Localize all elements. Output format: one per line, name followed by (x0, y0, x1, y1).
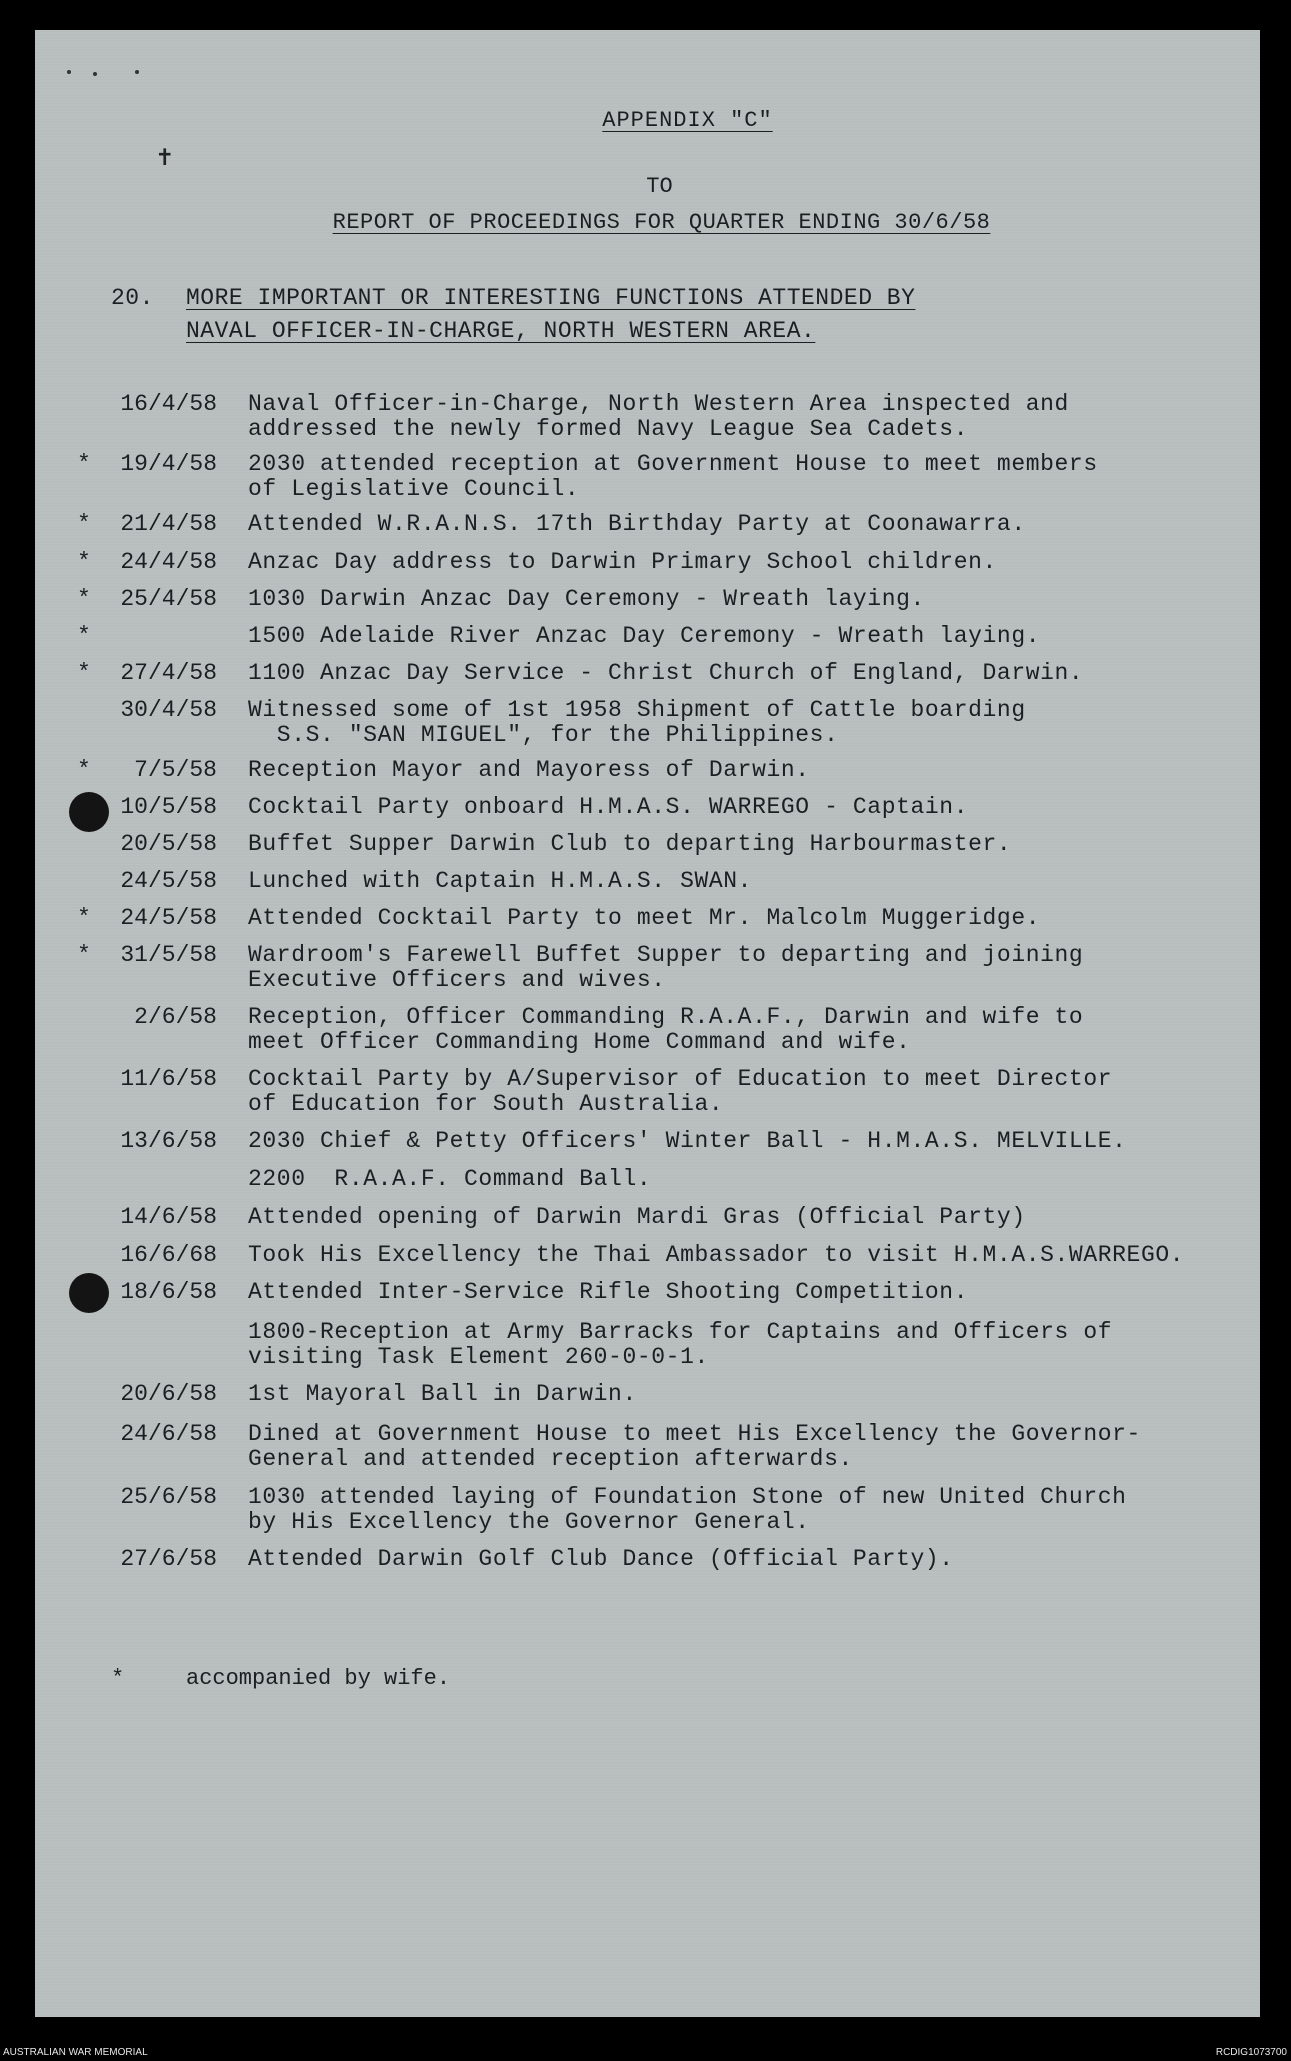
entry-text: Reception, Officer Commanding R.A.A.F., Darwin and wife to meet Officer Commanding Home Command and wife. (248, 1004, 1084, 1055)
entry-date: 30/4/58 (120, 697, 217, 723)
wife-marker: * (77, 451, 91, 477)
wife-marker: * (77, 586, 91, 612)
entry-date: 16/6/68 (120, 1242, 217, 1268)
entry-text: 1800-Reception at Army Barracks for Captains and Officers of visiting Task Element 260-0-0-1. (248, 1319, 1113, 1370)
entry-text: 2030 Chief & Petty Officers' Winter Ball - H.M.A.S. MELVILLE. (248, 1128, 1127, 1154)
section-heading-line2: NAVAL OFFICER-IN-CHARGE, NORTH WESTERN AREA. (186, 318, 816, 344)
wife-marker: * (77, 511, 91, 537)
entry-date: 2/6/58 (134, 1004, 217, 1030)
entry-text: Witnessed some of 1st 1958 Shipment of Cattle boarding S.S. "SAN MIGUEL", for the Philippines. (248, 697, 1026, 748)
entry-date: 19/4/58 (120, 451, 217, 477)
paper-speck (135, 70, 139, 74)
entry-date: 20/6/58 (120, 1381, 217, 1407)
entry-date: 24/5/58 (120, 905, 217, 931)
section-number: 20. (111, 285, 154, 311)
archive-caption-right: RCDIG1073700 (1215, 2047, 1287, 2058)
entry-date: 13/6/58 (120, 1128, 217, 1154)
entry-text: 1500 Adelaide River Anzac Day Ceremony - Wreath laying. (248, 623, 1041, 649)
entry-date: 27/4/58 (120, 660, 217, 686)
wife-marker: * (77, 757, 91, 783)
entry-date: 24/6/58 (120, 1421, 217, 1447)
appendix-title-text: APPENDIX "C" (602, 108, 773, 133)
entry-text: Attended Inter-Service Rifle Shooting Competition. (248, 1279, 969, 1305)
entry-text: 1100 Anzac Day Service - Christ Church of England, Darwin. (248, 660, 1084, 686)
entry-date: 7/5/58 (134, 757, 217, 783)
entry-date: 24/5/58 (120, 868, 217, 894)
wife-marker: * (77, 623, 91, 649)
entry-date: 24/4/58 (120, 549, 217, 575)
entry-date: 11/6/58 (120, 1066, 217, 1092)
punch-hole (69, 792, 109, 832)
report-title-text: REPORT OF PROCEEDINGS FOR QUARTER ENDING 30/6/58 (332, 210, 991, 235)
entry-text: Attended opening of Darwin Mardi Gras (Official Party) (248, 1204, 1026, 1230)
entry-text: Reception Mayor and Mayoress of Darwin. (248, 757, 810, 783)
entry-text: Buffet Supper Darwin Club to departing Harbourmaster. (248, 831, 1012, 857)
entry-text: 2200 R.A.A.F. Command Ball. (248, 1166, 652, 1192)
entry-date: 25/4/58 (120, 586, 217, 612)
entry-date: 27/6/58 (120, 1546, 217, 1572)
footnote-symbol: * (111, 1666, 125, 1691)
entry-date: 18/6/58 (120, 1279, 217, 1305)
report-title (49, 210, 1274, 235)
entry-text: Cocktail Party by A/Supervisor of Education to meet Director of Education for South Australia. (248, 1066, 1113, 1117)
handwritten-mark: ✝ (157, 143, 173, 173)
entry-text: 1st Mayoral Ball in Darwin. (248, 1381, 637, 1407)
footnote-text: accompanied by wife. (186, 1666, 451, 1691)
document-page (35, 30, 1260, 2017)
paper-speck (93, 72, 97, 76)
entry-date: 31/5/58 (120, 942, 217, 968)
entry-text: 1030 Darwin Anzac Day Ceremony - Wreath laying. (248, 586, 925, 612)
entry-date: 25/6/58 (120, 1484, 217, 1510)
archive-caption-left: AUSTRALIAN WAR MEMORIAL (3, 2047, 148, 2058)
punch-hole (69, 1273, 109, 1313)
wife-marker: * (77, 942, 91, 968)
entry-text: Took His Excellency the Thai Ambassador to visit H.M.A.S.WARREGO. (248, 1242, 1185, 1268)
entry-text: Cocktail Party onboard H.M.A.S. WARREGO - Captain. (248, 794, 969, 820)
entry-date: 16/4/58 (120, 391, 217, 417)
entry-text: Attended Cocktail Party to meet Mr. Malcolm Muggeridge. (248, 905, 1041, 931)
entry-text: 1030 attended laying of Foundation Stone of new United Church by His Excellency the Governor General. (248, 1484, 1127, 1535)
wife-marker: * (77, 549, 91, 575)
entry-text: Naval Officer-in-Charge, North Western Area inspected and addressed the newly formed Navy League Sea Cadets. (248, 391, 1069, 442)
entry-text: Attended Darwin Golf Club Dance (Official Party). (248, 1546, 954, 1572)
section-heading-line1: MORE IMPORTANT OR INTERESTING FUNCTIONS ATTENDED BY (186, 285, 916, 311)
entry-text: Wardroom's Farewell Buffet Supper to departing and joining Executive Officers and wives. (248, 942, 1084, 993)
appendix-title (75, 108, 1291, 133)
entry-text: Attended W.R.A.N.S. 17th Birthday Party at Coonawarra. (248, 511, 1026, 537)
entry-date: 20/5/58 (120, 831, 217, 857)
entry-date: 10/5/58 (120, 794, 217, 820)
entry-text: 2030 attended reception at Government House to meet members of Legislative Council. (248, 451, 1098, 502)
entry-date: 21/4/58 (120, 511, 217, 537)
to-line: TO (646, 174, 673, 199)
entry-date: 14/6/58 (120, 1204, 217, 1230)
paper-speck (67, 70, 71, 74)
entry-text: Anzac Day address to Darwin Primary School children. (248, 549, 997, 575)
entry-text: Lunched with Captain H.M.A.S. SWAN. (248, 868, 753, 894)
wife-marker: * (77, 905, 91, 931)
entry-text: Dined at Government House to meet His Excellency the Governor- General and attended reception afterwards. (248, 1421, 1141, 1472)
wife-marker: * (77, 660, 91, 686)
